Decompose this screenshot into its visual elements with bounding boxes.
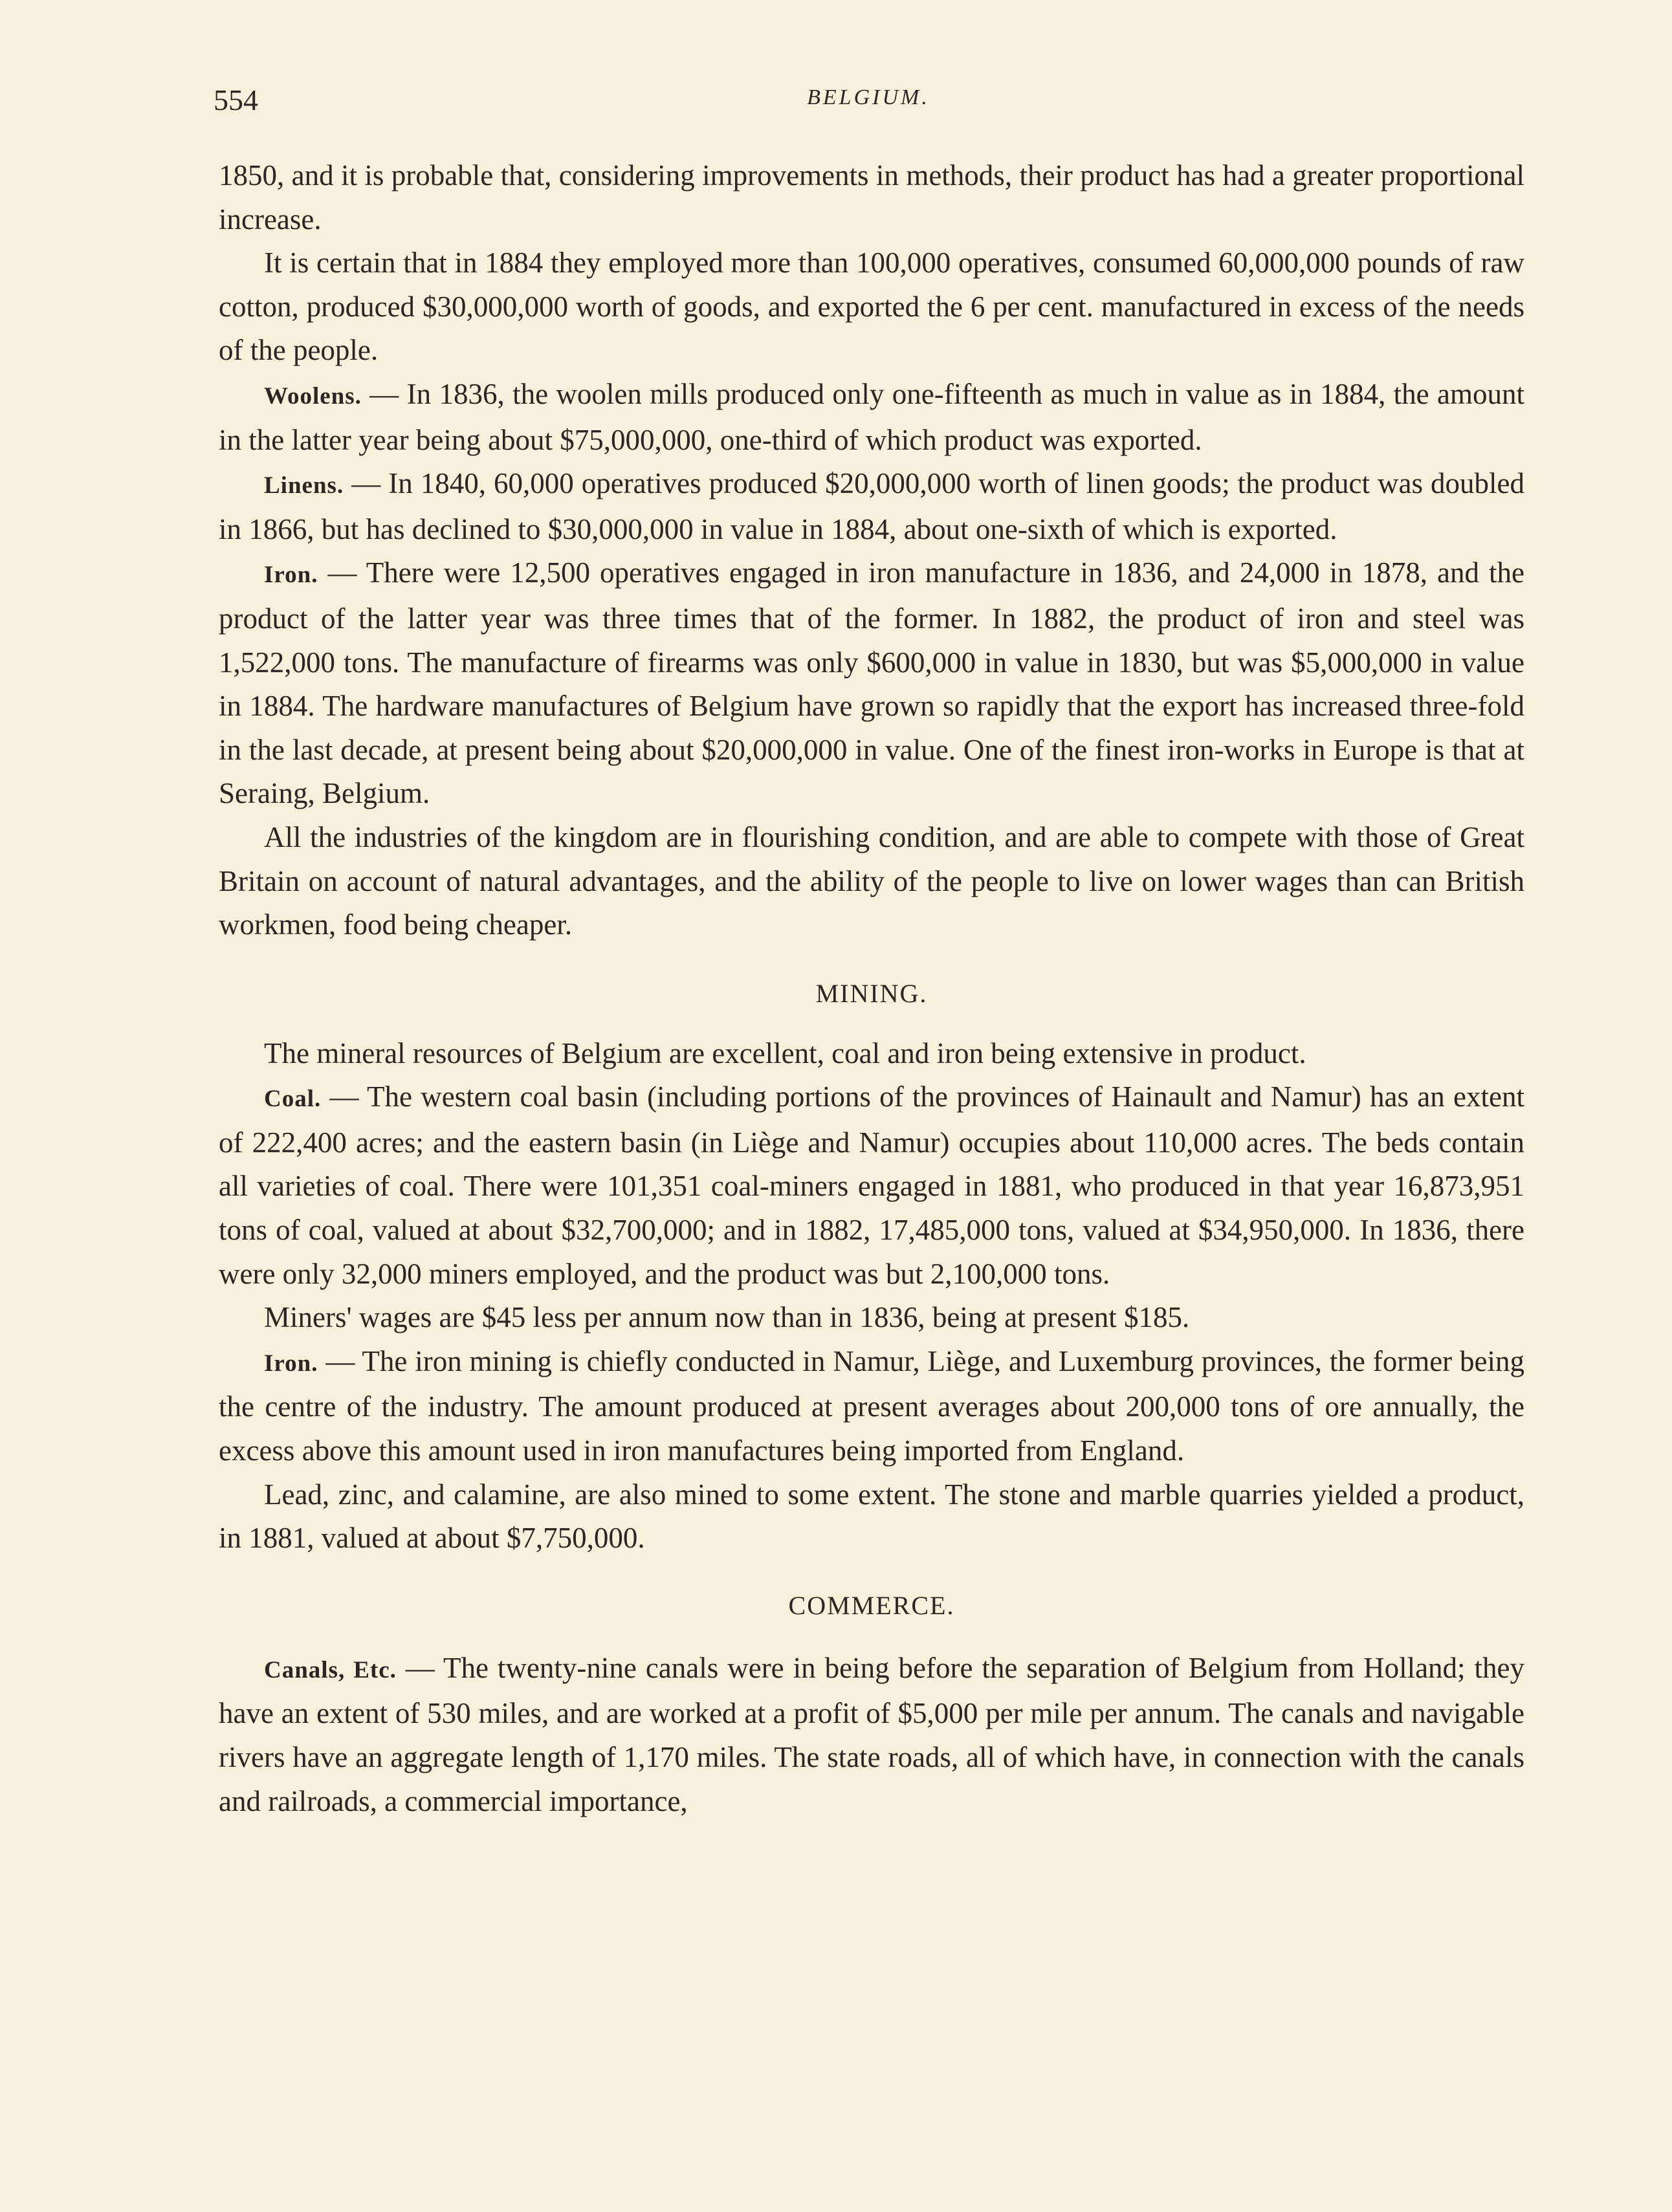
iron-mining-text: The iron mining is chiefly conducted in Namur, Liège, and Luxemburg provinces, the former being the centre of the industry. The amount produced at present averages about 200,000 tons of ore annually, the excess above this amount used in iron manufactures being imported from England. — [219, 1344, 1524, 1467]
paragraph-woolens — [219, 373, 1524, 462]
body-text — [219, 154, 1524, 1823]
woolens-text: In 1836, the woolen mills produced only one-fifteenth as much in value as in 1884, the amount in the latter year being about $75,000,000, one-third of which product was exported. — [219, 377, 1524, 456]
paragraph-industries: All the industries of the kingdom are in flourishing condition, and are able to compete with those of Great Britain on account of natural advantages, and the ability of the people to live on lower wages than can British workmen, food being cheaper. — [219, 820, 1524, 941]
iron-text: There were 12,500 operatives engaged in iron manufacture in 1836, and 24,000 in 1878, and the product of the latter year was three times that of the former. In 1882, the product of iron and steel was 1,522,000 tons. The manufacture of firearms was only $600,000 in value in 1830, but was $5,000,000 in value in 1884. The hardware manufactures of Belgium have grown so rapidly that the export has increased three-fold in the last decade, at present being about $20,000,000 in value. One of the finest iron-works in Europe is that at Seraing, Belgium. — [219, 556, 1525, 810]
dash: — — [321, 1080, 368, 1113]
section-heading-commerce: COMMERCE. — [788, 1590, 955, 1620]
dash: — — [344, 467, 389, 500]
paragraph-miners-wages: Miners' wages are $45 less per annum now than in 1836, being at present $185. — [264, 1301, 1190, 1334]
canals-heading: Canals, Etc. — [264, 1656, 397, 1683]
iron-mining-heading: Iron. — [264, 1350, 318, 1377]
dash: — — [396, 1651, 443, 1684]
dash: — — [361, 377, 407, 410]
coal-text: The western coal basin (including portions of the provinces of Hainault and Namur) has an extent of 222,400 acres; and the eastern basin (in Liège and Namur) occupies about 110,000 acres. The beds contain all varieties of coal. There were 101,351 coal-miners engaged in 1881, who produced in that year 16,873,951 tons of coal, valued at about $32,700,000; and in 1882, 17,485,000 tons, valued at $34,950,000. In 1836, there were only 32,000 miners employed, and the product was but 2,100,000 tons. — [219, 1080, 1525, 1290]
paragraph-coal — [219, 1075, 1524, 1296]
paragraph-canals — [219, 1647, 1524, 1823]
paragraph-iron-mining — [219, 1340, 1524, 1473]
canals-text: The twenty-nine canals were in being before the separation of Belgium from Holland; they have an extent of 530 miles, and are worked at a profit of $5,000 per mile per annum. The canals and navigable rivers have an aggregate length of 1,170 miles. The state roads, all of which have, in connection with the canals and railroads, a commercial importance, — [219, 1651, 1525, 1817]
paragraph-mining-intro: The mineral resources of Belgium are excellent, coal and iron being extensive in product. — [264, 1036, 1306, 1069]
paragraph-iron-manufacture — [219, 551, 1524, 816]
section-heading-mining: MINING. — [815, 978, 928, 1008]
paragraph-linens — [219, 462, 1524, 551]
page-header — [214, 83, 1523, 128]
paragraph-cotton-1884: It is certain that in 1884 they employed more than 100,000 operatives, consumed 60,000,000 pounds of raw cotton, produced $30,000,000 worth of goods, and exported the 6 per cent. manufactured in excess of the needs of the people. — [219, 246, 1524, 367]
iron-heading: Iron. — [264, 562, 318, 589]
running-title: BELGIUM. — [807, 85, 930, 109]
dash: — — [318, 1344, 362, 1377]
paragraph-cotton-continued: 1850, and it is probable that, considering improvements in methods, their product has had a greater proportional increase. — [219, 159, 1524, 235]
woolens-heading: Woolens. — [264, 382, 362, 410]
dash: — — [318, 556, 366, 589]
paragraph-lead-zinc: Lead, zinc, and calamine, are also mined to some extent. The stone and marble quarries yielded a product, in 1881, valued at about $7,750,000. — [219, 1478, 1524, 1555]
coal-heading: Coal. — [264, 1086, 322, 1113]
linens-heading: Linens. — [264, 472, 344, 499]
linens-text: In 1840, 60,000 operatives produced $20,000,000 worth of linen goods; the product was doubled in 1866, but has declined to $30,000,000 in value in 1884, about one-sixth of which is exported. — [219, 467, 1524, 545]
page-number: 554 — [214, 83, 258, 116]
